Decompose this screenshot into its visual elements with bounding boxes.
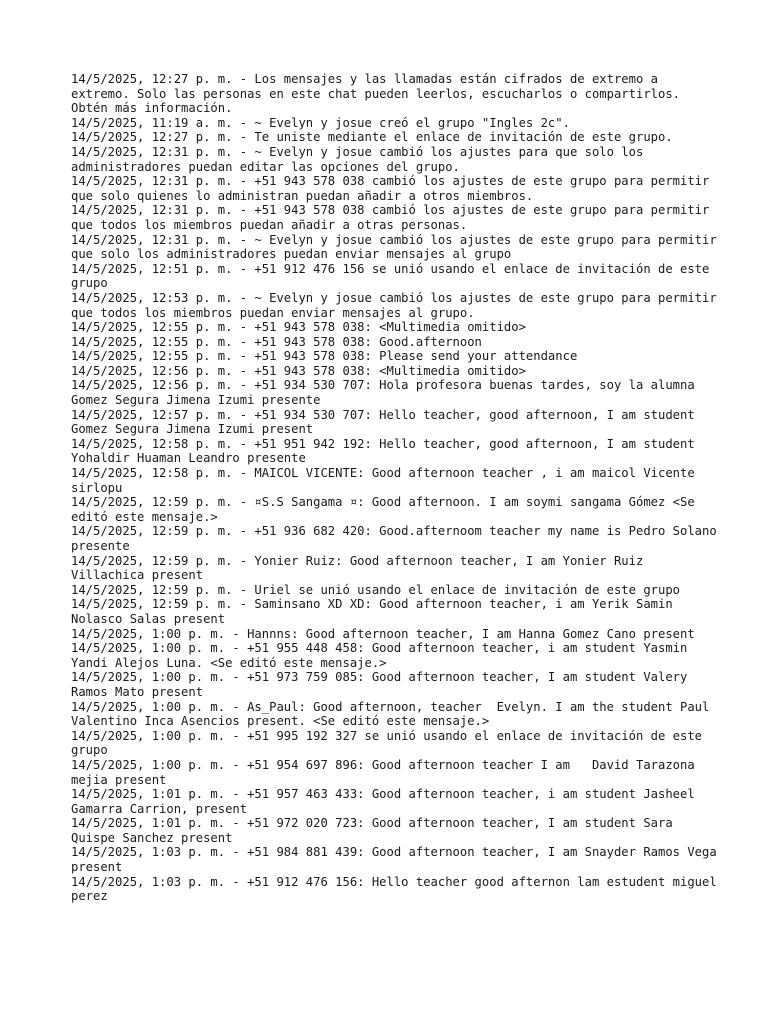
chat-line: 14/5/2025, 12:59 p. m. - +51 936 682 420: Good.afternoom teacher my name is Pedro Solano presente — [71, 524, 725, 553]
chat-line: 14/5/2025, 12:31 p. m. - +51 943 578 038 cambió los ajustes de este grupo para permitir que solo quienes lo administran puedan añadir a otros miembros. — [71, 174, 717, 203]
chat-line: 14/5/2025, 1:03 p. m. - +51 984 881 439: Good afternoon teacher, I am Snayder Ramos Vega present — [71, 845, 725, 875]
chat-line: 14/5/2025, 12:31 p. m. - +51 943 578 038 cambió los ajustes de este grupo para permitir que todos los miembros puedan añadir a otras personas. — [71, 203, 717, 232]
chat-log — [71, 72, 725, 904]
chat-line: 14/5/2025, 12:59 p. m. - ¤S.S Sangama ¤: Good afternoon. I am soymi sangama Gómez <Se editó este mensaje.> — [71, 495, 703, 524]
chat-line: 14/5/2025, 1:00 p. m. - +51 954 697 896: Good afternoon teacher I am David Tarazona mejia present — [71, 757, 703, 787]
chat-line: 14/5/2025, 12:55 p. m. - +51 943 578 038: Good.afternoon — [71, 334, 482, 349]
chat-line: 14/5/2025, 12:51 p. m. - +51 912 476 156 se unió usando el enlace de invitación de este grupo — [71, 261, 717, 291]
chat-line: 14/5/2025, 12:31 p. m. - ~ Evelyn y josue cambió los ajustes para que solo los administradores puedan editar las opciones del grupo. — [71, 144, 651, 174]
chat-line: 14/5/2025, 11:19 a. m. - ~ Evelyn y josue creó el grupo "Ingles 2c". — [71, 115, 570, 130]
chat-line: 14/5/2025, 1:00 p. m. - +51 973 759 085: Good afternoon teacher, I am student Valery Ramos Mato present — [71, 670, 695, 699]
chat-line: 14/5/2025, 1:00 p. m. - +51 995 192 327 se unió usando el enlace de invitación de este grupo — [71, 728, 710, 758]
chat-line: 14/5/2025, 12:59 p. m. - Yonier Ruiz: Good afternoon teacher, I am Yonier Ruiz Villachica present — [71, 553, 651, 583]
chat-line: 14/5/2025, 12:59 p. m. - Uriel se unió usando el enlace de invitación de este grupo — [71, 582, 681, 597]
chat-line: 14/5/2025, 12:57 p. m. - +51 934 530 707: Hello teacher, good afternoon, I am student Gomez Segura Jimena Izumi present — [71, 407, 703, 437]
chat-line: 14/5/2025, 1:00 p. m. - +51 955 448 458: Good afternoon teacher, i am student Yasmin Yandi Alejos Luna. <Se editó este mensaje.> — [71, 641, 695, 670]
chat-line: 14/5/2025, 1:00 p. m. - As_Paul: Good afternoon, teacher Evelyn. I am the student Paul Valentino Inca Asencios present. <Se editó este mensaje.> — [71, 699, 717, 729]
chat-line: 14/5/2025, 12:56 p. m. - +51 934 530 707: Hola profesora buenas tardes, soy la alumna Gomez Segura Jimena Izumi presente — [71, 378, 703, 408]
chat-line: 14/5/2025, 1:01 p. m. - +51 972 020 723: Good afternoon teacher, I am student Sara Quispe Sanchez present — [71, 816, 681, 845]
chat-line: 14/5/2025, 12:31 p. m. - ~ Evelyn y josue cambió los ajustes de este grupo para permitir que solo los administradores puedan enviar mensajes al grupo — [71, 232, 725, 262]
chat-line: 14/5/2025, 12:55 p. m. - +51 943 578 038: Please send your attendance — [71, 349, 578, 364]
chat-line: 14/5/2025, 1:00 p. m. - Hannns: Good afternoon teacher, I am Hanna Gomez Cano present — [71, 626, 695, 641]
chat-line: 14/5/2025, 12:58 p. m. - +51 951 942 192: Hello teacher, good afternoon, I am student Yohaldir Huaman Leandro presente — [71, 436, 703, 466]
chat-line: 14/5/2025, 12:56 p. m. - +51 943 578 038: <Multimedia omitido> — [71, 363, 526, 378]
chat-line: 14/5/2025, 12:58 p. m. - MAICOL VICENTE: Good afternoon teacher , i am maicol Vicente sirlopu — [71, 466, 703, 495]
chat-line: 14/5/2025, 12:55 p. m. - +51 943 578 038: <Multimedia omitido> — [71, 320, 526, 335]
chat-line: 14/5/2025, 1:01 p. m. - +51 957 463 433: Good afternoon teacher, i am student Jasheel Gamarra Carrion, present — [71, 787, 703, 816]
chat-line: 14/5/2025, 12:53 p. m. - ~ Evelyn y josue cambió los ajustes de este grupo para permitir que todos los miembros puedan enviar mensajes al grupo. — [71, 290, 725, 320]
chat-line: 14/5/2025, 12:27 p. m. - Te uniste mediante el enlace de invitación de este grupo. — [71, 130, 673, 145]
chat-line: 14/5/2025, 12:27 p. m. - Los mensajes y las llamadas están cifrados de extremo a extremo. Solo las personas en este chat pueden leerlos, escucharlos o compartirlos. Obtén más información. — [71, 72, 688, 116]
chat-line: 14/5/2025, 12:59 p. m. - Saminsano XD XD: Good afternoon teacher, i am Yerik Samin Nolasco Salas present — [71, 597, 681, 626]
chat-line: 14/5/2025, 1:03 p. m. - +51 912 476 156: Hello teacher good afternon lam estudent miguel perez — [71, 874, 725, 904]
